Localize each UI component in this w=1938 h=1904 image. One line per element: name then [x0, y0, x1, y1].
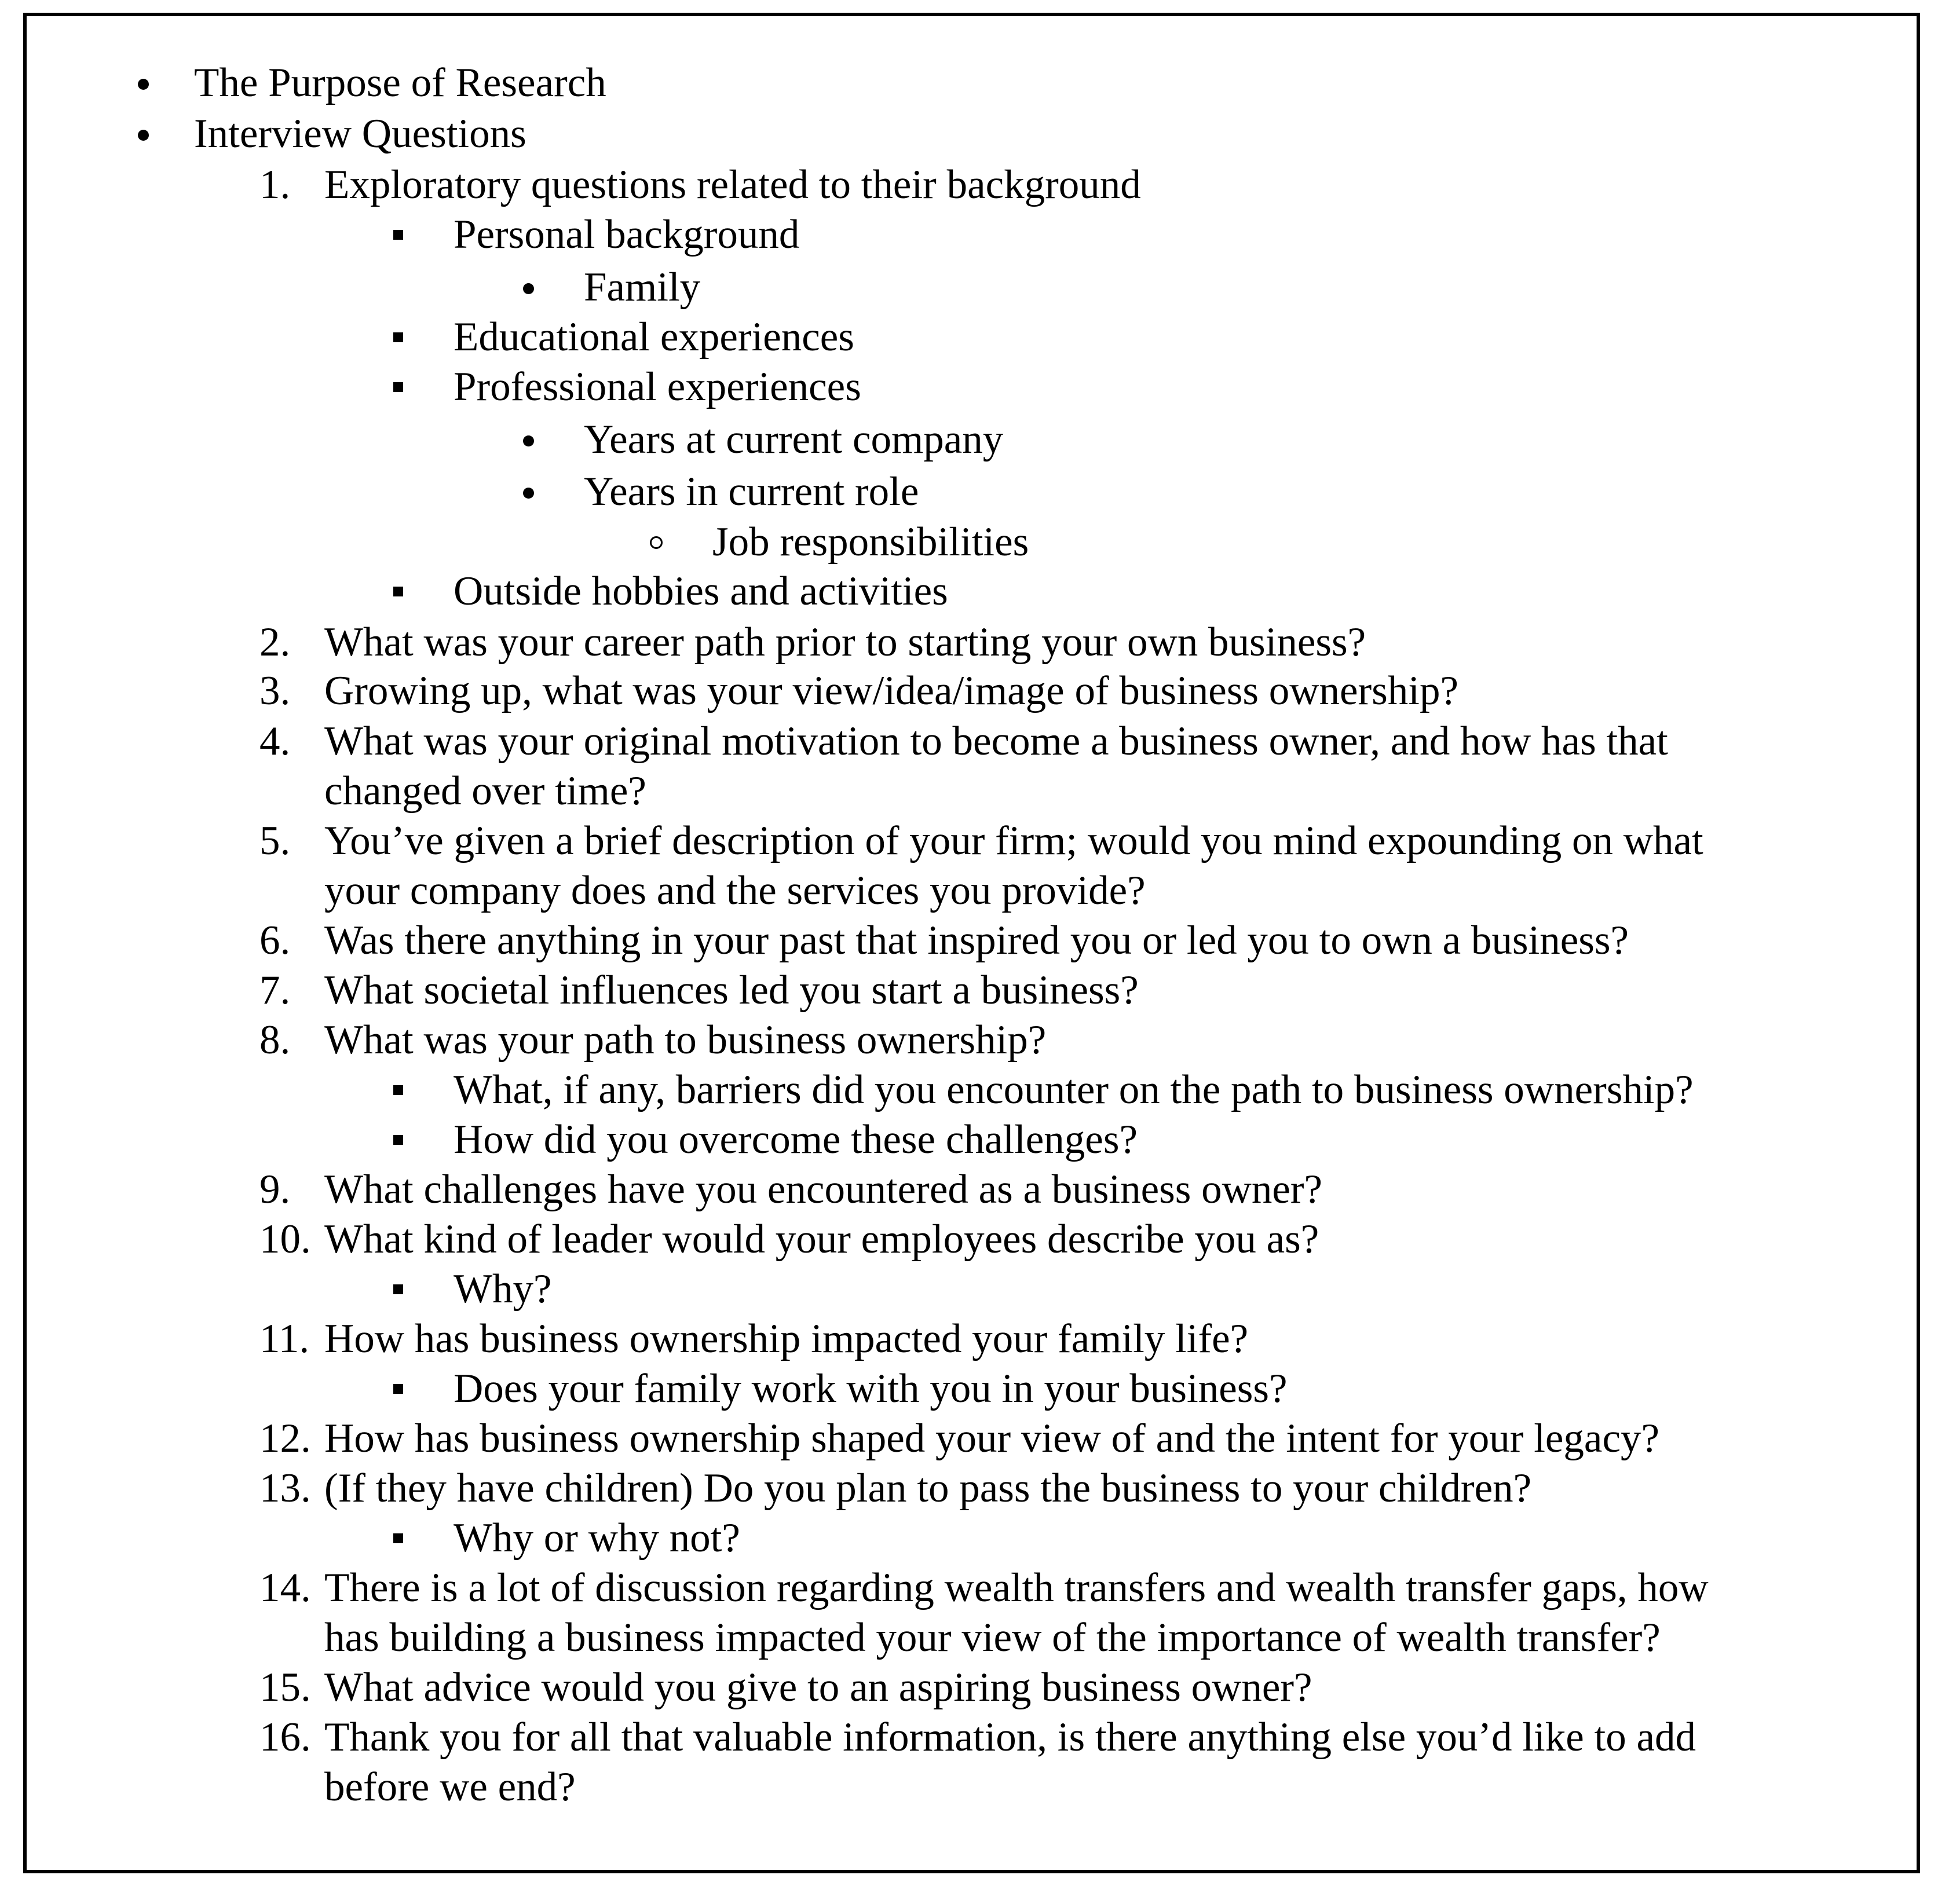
question-text: Growing up, what was your view/idea/image of business ownership?: [324, 668, 1459, 713]
question-text: You’ve given a brief description of your firm; would you mind expounding on what: [324, 818, 1703, 863]
sub-item-text: Years in current role: [584, 469, 919, 514]
question-number: 3.: [259, 668, 291, 713]
sub-item-text: Personal background: [454, 212, 800, 257]
question-number: 11.: [259, 1316, 310, 1361]
question-text: What was your original motivation to become a business owner, and how has that: [324, 719, 1668, 764]
question-number: 4.: [259, 719, 291, 764]
question-text: Was there anything in your past that inspired you or led you to own a business?: [324, 918, 1629, 963]
question-text: What was your path to business ownership?: [324, 1017, 1047, 1063]
question-text: before we end?: [324, 1764, 576, 1810]
question-number: 1.: [259, 162, 291, 207]
question-text: What challenges have you encountered as a business owner?: [324, 1167, 1323, 1212]
sub-item-text: Educational experiences: [454, 314, 854, 360]
question-number: 14.: [259, 1565, 311, 1610]
question-text: What advice would you give to an aspiring business owner?: [324, 1665, 1312, 1710]
sub-item-text: Outside hobbies and activities: [454, 569, 948, 614]
sub-item-text: What, if any, barriers did you encounter on the path to business ownership?: [454, 1067, 1694, 1112]
sub-item-text: How did you overcome these challenges?: [454, 1117, 1138, 1162]
sub-item-text: Why or why not?: [454, 1515, 740, 1561]
question-number: 16.: [259, 1715, 311, 1760]
question-text: changed over time?: [324, 768, 646, 814]
question-number: 5.: [259, 818, 291, 863]
question-text: (If they have children) Do you plan to pass the business to your children?: [324, 1466, 1532, 1511]
question-text: has building a business impacted your view of the importance of wealth transfer?: [324, 1615, 1661, 1660]
question-text: There is a lot of discussion regarding wealth transfers and wealth transfer gaps, how: [324, 1565, 1709, 1610]
sub-item-text: Family: [584, 265, 701, 310]
question-number: 2.: [259, 620, 291, 665]
question-text: How has business ownership shaped your view of and the intent for your legacy?: [324, 1416, 1659, 1461]
question-text: What societal influences led you start a business?: [324, 968, 1139, 1013]
question-text: Exploratory questions related to their background: [324, 162, 1141, 207]
question-number: 10.: [259, 1217, 311, 1262]
question-text: Thank you for all that valuable information, is there anything else you’d like to add: [324, 1715, 1696, 1760]
list-item-text: Interview Questions: [194, 111, 526, 156]
question-number: 7.: [259, 968, 291, 1013]
list-item-text: The Purpose of Research: [194, 60, 606, 105]
sub-item-text: Years at current company: [584, 417, 1004, 462]
question-number: 15.: [259, 1665, 311, 1710]
sub-item-text: Professional experiences: [454, 364, 861, 409]
sub-item-text: Why?: [454, 1266, 552, 1312]
question-text: What kind of leader would your employees describe you as?: [324, 1217, 1319, 1262]
question-text: your company does and the services you provide?: [324, 868, 1146, 913]
sub-item-text: Does your family work with you in your business?: [454, 1366, 1288, 1411]
question-number: 6.: [259, 918, 291, 963]
question-text: How has business ownership impacted your family life?: [324, 1316, 1249, 1361]
question-number: 9.: [259, 1167, 291, 1212]
question-number: 12.: [259, 1416, 311, 1461]
question-number: 8.: [259, 1017, 291, 1063]
sub-item-text: Job responsibilities: [712, 519, 1029, 565]
question-number: 13.: [259, 1466, 311, 1511]
question-text: What was your career path prior to starting your own business?: [324, 620, 1366, 665]
